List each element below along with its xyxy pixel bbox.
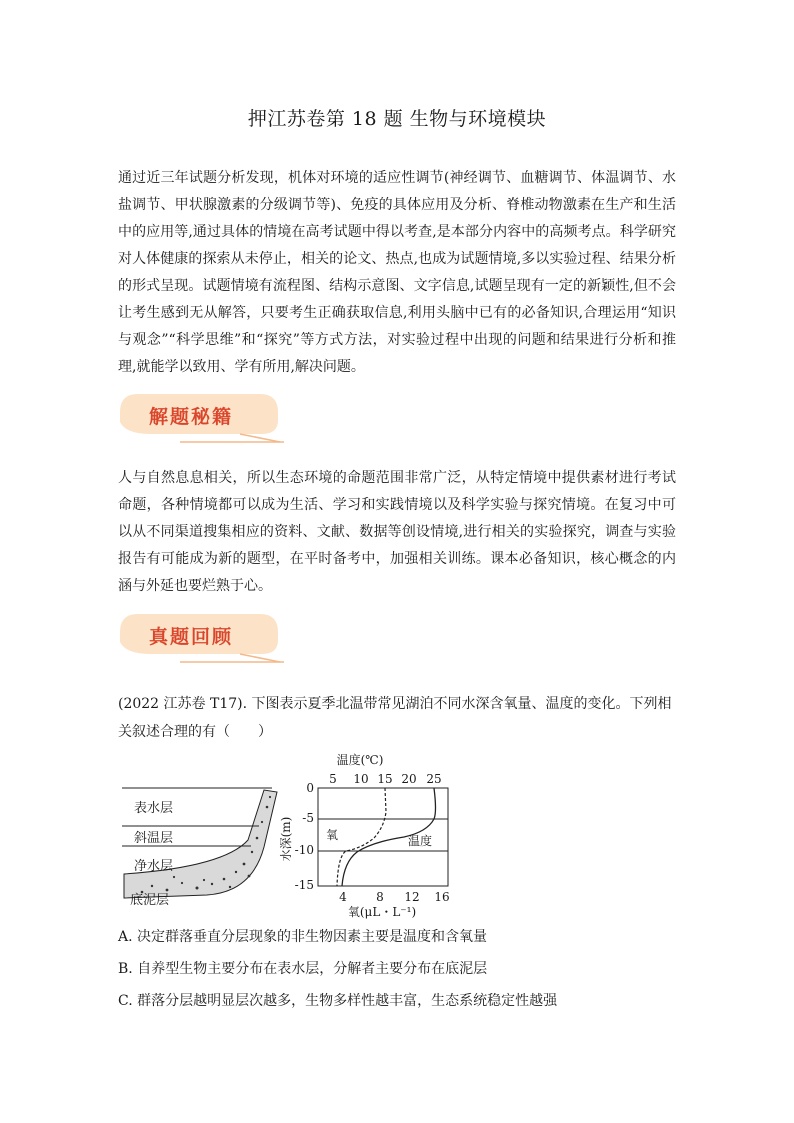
top-tick-label: 15: [377, 772, 393, 786]
top-axis-label: 温度(℃): [336, 753, 384, 767]
bottom-axis-label: 氧(μL・L⁻¹): [347, 905, 417, 919]
y-axis-label: 水深(m): [279, 816, 293, 862]
tips-paragraph: 人与自然息息相关，所以生态环境的命题范围非常广泛，从特定情境中提供素材进行考试命题，各种情境都可以成为生活、学习和实践情境以及科学实验与探究情境。在复习中可以从不同渠道搜集相应的资料、文献、数据等创设情境,进行相关的实验探究，调查与实验报告有可能成为新的题型，在平时备考中，加强相关训练。课本必备知识，核心概念的内涵与外延也要烂熟于心。: [118, 470, 676, 594]
lake-figure: [112, 752, 462, 924]
bottom-tick-label: 8: [376, 890, 384, 904]
layer-label: 斜温层: [134, 831, 174, 846]
option-b: B. 自养型生物主要分布在表水层，分解者主要分布在底泥层: [118, 961, 488, 977]
layer-label: 表水层: [134, 801, 174, 816]
option-c: C. 群落分层越明显层次越多，生物多样性越丰富，生态系统稳定性越强: [118, 993, 558, 1009]
top-tick-label: 10: [353, 772, 369, 786]
layer-label: 净水层: [134, 859, 174, 874]
y-tick-label: -5: [302, 811, 314, 825]
bottom-tick-label: 12: [404, 890, 420, 904]
y-tick-label: -15: [294, 878, 314, 892]
layer-label: 底泥层: [130, 893, 170, 908]
y-tick-label: -10: [294, 843, 314, 857]
bottom-tick-label: 16: [434, 890, 450, 904]
page-title: 押江苏卷第 18 题 生物与环境模块: [247, 108, 547, 130]
banner-heading: 真题回顾: [148, 626, 233, 648]
top-tick-label: 25: [426, 772, 442, 786]
top-tick-label: 5: [329, 772, 337, 786]
y-tick-label: 0: [306, 781, 314, 795]
banner-heading: 解题秘籍: [148, 406, 233, 428]
option-a: A. 决定群落垂直分层现象的非生物因素主要是温度和含氧量: [118, 929, 488, 945]
intro-paragraph: 通过近三年试题分析发现，机体对环境的适应性调节(神经调节、血糖调节、体温调节、水盐调节、甲状腺激素的分级调节等)、免疫的具体应用及分析、脊椎动物激素在生产和生活中的应用等,通过具体的情境在高考试题中得以考查,是本部分内容中的高频考点。科学研究对人体健康的探索从未停止，相关的论文、热点,也成为试题情境,多以实验过程、结果分析的形式呈现。试题情境有流程图、结构示意图、文字信息,试题呈现有一定的新颖性,但不会让考生感到无从解答，只要考生正确获取信息,利用头脑中已有的必备知识,合理运用“知识与观念”“科学思维”和“探究”等方式方法，对实验过程中出现的问题和结果进行分析和推理,就能学以致用、学有所用,解决问题。: [118, 170, 676, 375]
question-stem: (2022 江苏卷 T17). 下图表示夏季北温带常见湖泊不同水深含氧量、温度的变化。下列相关叙述合理的有（ ）: [118, 696, 672, 740]
bottom-tick-label: 4: [339, 890, 347, 904]
top-tick-label: 20: [401, 772, 417, 786]
section-banner-review: [120, 614, 284, 664]
section-banner-tips: [120, 394, 284, 444]
lake-diagram: [112, 752, 462, 920]
temperature-curve-label: 温度: [408, 834, 433, 848]
oxygen-curve-label: 氧: [326, 828, 339, 842]
